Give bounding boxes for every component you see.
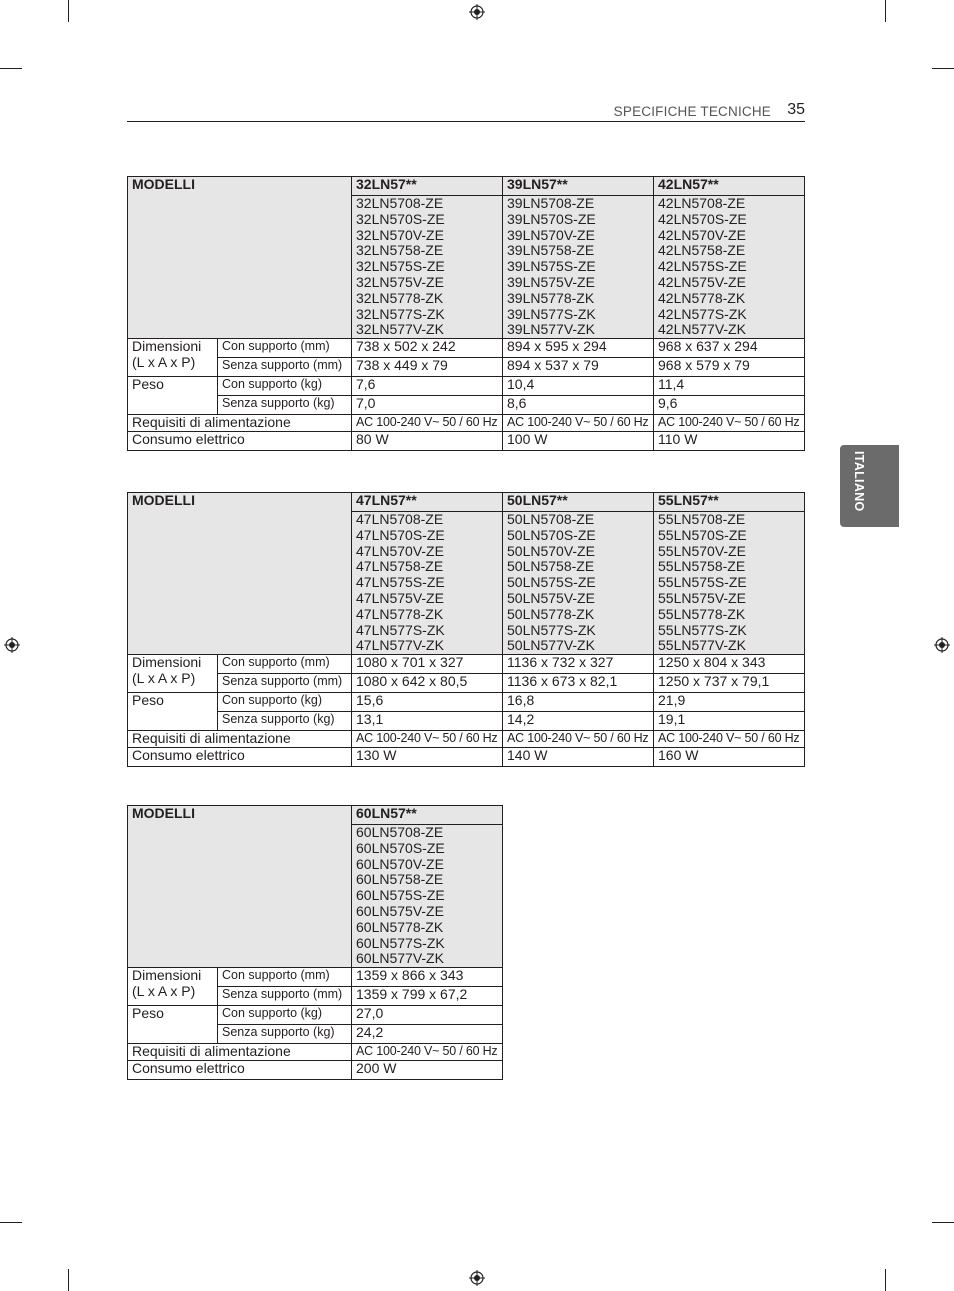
spec-value: 200 W: [352, 1060, 503, 1079]
spec-row: [128, 674, 805, 693]
model-variant: 50LN570V-ZE: [507, 542, 595, 559]
model-name: 50LN57**: [503, 493, 654, 512]
model-header-row: [128, 493, 805, 512]
spec-value: 1359 x 799 x 67,2: [352, 987, 503, 1006]
weight-label: Peso: [128, 693, 218, 731]
model-variant: 55LN570V-ZE: [658, 542, 746, 559]
model-name: 32LN57**: [352, 177, 503, 196]
model-name: 60LN57**: [352, 806, 503, 825]
spec-value: 100 W: [503, 431, 654, 450]
spec-value: AC 100-240 V~ 50 / 60 Hz: [654, 415, 805, 432]
crop-mark: [932, 1222, 954, 1223]
model-variant: 50LN5708-ZE: [507, 511, 595, 527]
model-variant: 50LN575S-ZE: [507, 574, 596, 591]
model-variant: 39LN577V-ZK: [507, 321, 595, 338]
model-variant: 47LN577V-ZK: [356, 637, 444, 654]
crop-mark: [0, 1222, 22, 1223]
model-name: 42LN57**: [654, 177, 805, 196]
model-variant: 47LN575V-ZE: [356, 589, 444, 606]
crop-mark: [68, 0, 69, 22]
model-variant: 50LN5778-ZK: [507, 605, 595, 622]
spec-value: 894 x 537 x 79: [503, 358, 654, 377]
model-variant: 47LN570S-ZE: [356, 526, 445, 543]
spec-row: [128, 655, 805, 674]
spec-sublabel: Senza supporto (kg): [218, 396, 352, 415]
model-variant: 32LN575V-ZE: [356, 273, 444, 290]
model-variant: 32LN570V-ZE: [356, 226, 444, 243]
spec-value: AC 100-240 V~ 50 / 60 Hz: [503, 731, 654, 748]
spec-value: 13,1: [352, 712, 503, 731]
model-variant: 47LN5778-ZK: [356, 605, 444, 622]
model-variant: 60LN570V-ZE: [356, 855, 444, 872]
model-variant: 32LN575S-ZE: [356, 258, 445, 275]
spec-row: [128, 358, 805, 377]
spec-value: 1080 x 701 x 327: [352, 655, 503, 674]
power-consumption-label: Consumo elettrico: [128, 1060, 352, 1079]
spec-value: 110 W: [654, 431, 805, 450]
spec-row: [128, 747, 805, 766]
model-variant-list: [654, 512, 805, 655]
language-tab-label: ITALIANO: [852, 451, 866, 512]
model-variant: 32LN577S-ZK: [356, 305, 445, 322]
spec-value: AC 100-240 V~ 50 / 60 Hz: [352, 731, 503, 748]
model-variant: 39LN5708-ZE: [507, 195, 595, 211]
model-variant: 55LN575V-ZE: [658, 589, 746, 606]
model-variant-list: [654, 196, 805, 339]
model-variant: 39LN570V-ZE: [507, 226, 595, 243]
model-name: 47LN57**: [352, 493, 503, 512]
model-variant: 60LN5758-ZE: [356, 871, 444, 888]
model-variant: 47LN5758-ZE: [356, 558, 444, 575]
spec-value: 1250 x 804 x 343: [654, 655, 805, 674]
spec-row: [128, 693, 805, 712]
spec-row: [128, 731, 805, 748]
spec-value: AC 100-240 V~ 50 / 60 Hz: [352, 415, 503, 432]
spec-value: 140 W: [503, 747, 654, 766]
spec-value: 27,0: [352, 1006, 503, 1025]
spec-value: 10,4: [503, 377, 654, 396]
model-variant: 42LN5758-ZE: [658, 242, 746, 259]
crop-mark: [932, 68, 954, 69]
crop-mark: [885, 0, 886, 22]
spec-sublabel: Con supporto (mm): [218, 968, 352, 987]
model-variant: 55LN5708-ZE: [658, 511, 746, 527]
model-variant: 39LN575S-ZE: [507, 258, 596, 275]
models-label: MODELLI: [128, 806, 352, 968]
section-title: SPECIFICHE TECNICHE: [613, 104, 771, 119]
power-consumption-label: Consumo elettrico: [128, 747, 352, 766]
spec-value: 8,6: [503, 396, 654, 415]
model-variant: 32LN5708-ZE: [356, 195, 444, 211]
dimensions-label: [128, 655, 218, 693]
spec-sublabel: Senza supporto (kg): [218, 1025, 352, 1044]
spec-row: [128, 396, 805, 415]
model-variant: 32LN577V-ZK: [356, 321, 444, 338]
spec-value: 1136 x 732 x 327: [503, 655, 654, 674]
spec-value: 11,4: [654, 377, 805, 396]
spec-value: 14,2: [503, 712, 654, 731]
spec-row: [128, 1006, 503, 1025]
model-variant: 39LN5778-ZK: [507, 289, 595, 306]
spec-value: 1250 x 737 x 79,1: [654, 674, 805, 693]
model-variant: 60LN570S-ZE: [356, 839, 445, 856]
model-variant: 42LN577V-ZK: [658, 321, 746, 338]
spec-value: 160 W: [654, 747, 805, 766]
model-variant: 42LN5778-ZK: [658, 289, 746, 306]
spec-sublabel: Con supporto (kg): [218, 1006, 352, 1025]
dimensions-label-units: (L x A x P): [132, 982, 196, 999]
model-header-row: [128, 177, 805, 196]
spec-row: [128, 377, 805, 396]
model-variant: 60LN5708-ZE: [356, 824, 444, 840]
model-name: 55LN57**: [654, 493, 805, 512]
model-variant: 42LN5708-ZE: [658, 195, 746, 211]
model-variant: 39LN577S-ZK: [507, 305, 596, 322]
dimensions-label-text: Dimensioni: [132, 654, 202, 671]
model-variant: 60LN575V-ZE: [356, 902, 444, 919]
model-variant: 50LN570S-ZE: [507, 526, 596, 543]
dimensions-label-units: (L x A x P): [132, 353, 196, 370]
model-variant: 47LN577S-ZK: [356, 621, 445, 638]
model-variant: 55LN570S-ZE: [658, 526, 747, 543]
spec-value: 738 x 502 x 242: [352, 339, 503, 358]
model-variant: 47LN5708-ZE: [356, 511, 444, 527]
model-variant: 55LN5758-ZE: [658, 558, 746, 575]
model-variant: 50LN577V-ZK: [507, 637, 595, 654]
power-requirement-label: Requisiti di alimentazione: [128, 1044, 352, 1061]
model-variant: 39LN575V-ZE: [507, 273, 595, 290]
spec-row: [128, 1044, 503, 1061]
registration-mark-icon: [4, 637, 20, 653]
crop-mark: [68, 1269, 69, 1291]
spec-value: 894 x 595 x 294: [503, 339, 654, 358]
spec-value: 130 W: [352, 747, 503, 766]
spec-value: 968 x 579 x 79: [654, 358, 805, 377]
registration-mark-icon: [469, 4, 485, 20]
power-consumption-label: Consumo elettrico: [128, 431, 352, 450]
power-requirement-label: Requisiti di alimentazione: [128, 415, 352, 432]
model-variant-list: [352, 196, 503, 339]
model-variant: 42LN575S-ZE: [658, 258, 747, 275]
spec-sublabel: Senza supporto (mm): [218, 674, 352, 693]
spec-value: 1359 x 866 x 343: [352, 968, 503, 987]
spec-row: [128, 712, 805, 731]
model-variant: 60LN575S-ZE: [356, 887, 445, 904]
spec-table: [127, 805, 503, 1080]
model-variant: 55LN575S-ZE: [658, 574, 747, 591]
model-variant: 50LN575V-ZE: [507, 589, 595, 606]
model-variant: 55LN577S-ZK: [658, 621, 747, 638]
power-requirement-label: Requisiti di alimentazione: [128, 731, 352, 748]
model-variant: 32LN5778-ZK: [356, 289, 444, 306]
spec-sublabel: Senza supporto (mm): [218, 358, 352, 377]
spec-value: 968 x 637 x 294: [654, 339, 805, 358]
spec-row: [128, 339, 805, 358]
model-variant: 50LN5758-ZE: [507, 558, 595, 575]
dimensions-label: [128, 339, 218, 377]
model-variant: 39LN570S-ZE: [507, 210, 596, 227]
spec-value: 16,8: [503, 693, 654, 712]
model-variant: 60LN5778-ZK: [356, 918, 444, 935]
spec-value: 1080 x 642 x 80,5: [352, 674, 503, 693]
spec-row: [128, 1060, 503, 1079]
spec-value: AC 100-240 V~ 50 / 60 Hz: [654, 731, 805, 748]
model-variant: 55LN577V-ZK: [658, 637, 746, 654]
language-tab: [840, 445, 899, 527]
page-number: 35: [787, 101, 805, 118]
spec-value: 21,9: [654, 693, 805, 712]
models-label: MODELLI: [128, 177, 352, 339]
model-variant-list: [352, 825, 503, 968]
spec-sublabel: Con supporto (mm): [218, 655, 352, 674]
spec-value: 7,0: [352, 396, 503, 415]
spec-value: 19,1: [654, 712, 805, 731]
model-header-row: [128, 806, 503, 825]
spec-row: [128, 415, 805, 432]
dimensions-label-units: (L x A x P): [132, 669, 196, 686]
dimensions-label-text: Dimensioni: [132, 338, 202, 355]
spec-value: 7,6: [352, 377, 503, 396]
model-variant: 55LN5778-ZK: [658, 605, 746, 622]
model-variant-list: [503, 196, 654, 339]
model-variant: 42LN570S-ZE: [658, 210, 747, 227]
model-variant: 39LN5758-ZE: [507, 242, 595, 259]
spec-table: [127, 176, 805, 451]
spec-sublabel: Senza supporto (mm): [218, 987, 352, 1006]
page-header: [127, 101, 805, 122]
model-variant: 47LN575S-ZE: [356, 574, 445, 591]
crop-mark: [0, 68, 22, 69]
registration-mark-icon: [934, 637, 950, 653]
spec-sublabel: Con supporto (kg): [218, 693, 352, 712]
model-variant-list: [352, 512, 503, 655]
spec-value: AC 100-240 V~ 50 / 60 Hz: [352, 1044, 503, 1061]
model-variant: 42LN575V-ZE: [658, 273, 746, 290]
model-variant-list: [503, 512, 654, 655]
model-variant: 42LN577S-ZK: [658, 305, 747, 322]
registration-mark-icon: [469, 1270, 485, 1286]
spec-sublabel: Con supporto (mm): [218, 339, 352, 358]
spec-value: 1136 x 673 x 82,1: [503, 674, 654, 693]
spec-row: [128, 431, 805, 450]
weight-label: Peso: [128, 1006, 218, 1044]
model-variant: 32LN5758-ZE: [356, 242, 444, 259]
models-label: MODELLI: [128, 493, 352, 655]
spec-sublabel: Con supporto (kg): [218, 377, 352, 396]
spec-value: 80 W: [352, 431, 503, 450]
crop-mark: [885, 1269, 886, 1291]
spec-value: 15,6: [352, 693, 503, 712]
weight-label: Peso: [128, 377, 218, 415]
model-variant: 32LN570S-ZE: [356, 210, 445, 227]
dimensions-label-text: Dimensioni: [132, 967, 202, 984]
spec-table: [127, 492, 805, 767]
spec-row: [128, 968, 503, 987]
model-variant: 60LN577V-ZK: [356, 950, 444, 967]
dimensions-label: [128, 968, 218, 1006]
spec-sublabel: Senza supporto (kg): [218, 712, 352, 731]
model-variant: 42LN570V-ZE: [658, 226, 746, 243]
spec-value: 738 x 449 x 79: [352, 358, 503, 377]
spec-value: 24,2: [352, 1025, 503, 1044]
model-variant: 47LN570V-ZE: [356, 542, 444, 559]
spec-value: 9,6: [654, 396, 805, 415]
model-name: 39LN57**: [503, 177, 654, 196]
model-variant: 60LN577S-ZK: [356, 934, 445, 951]
model-variant: 50LN577S-ZK: [507, 621, 596, 638]
spec-value: AC 100-240 V~ 50 / 60 Hz: [503, 415, 654, 432]
